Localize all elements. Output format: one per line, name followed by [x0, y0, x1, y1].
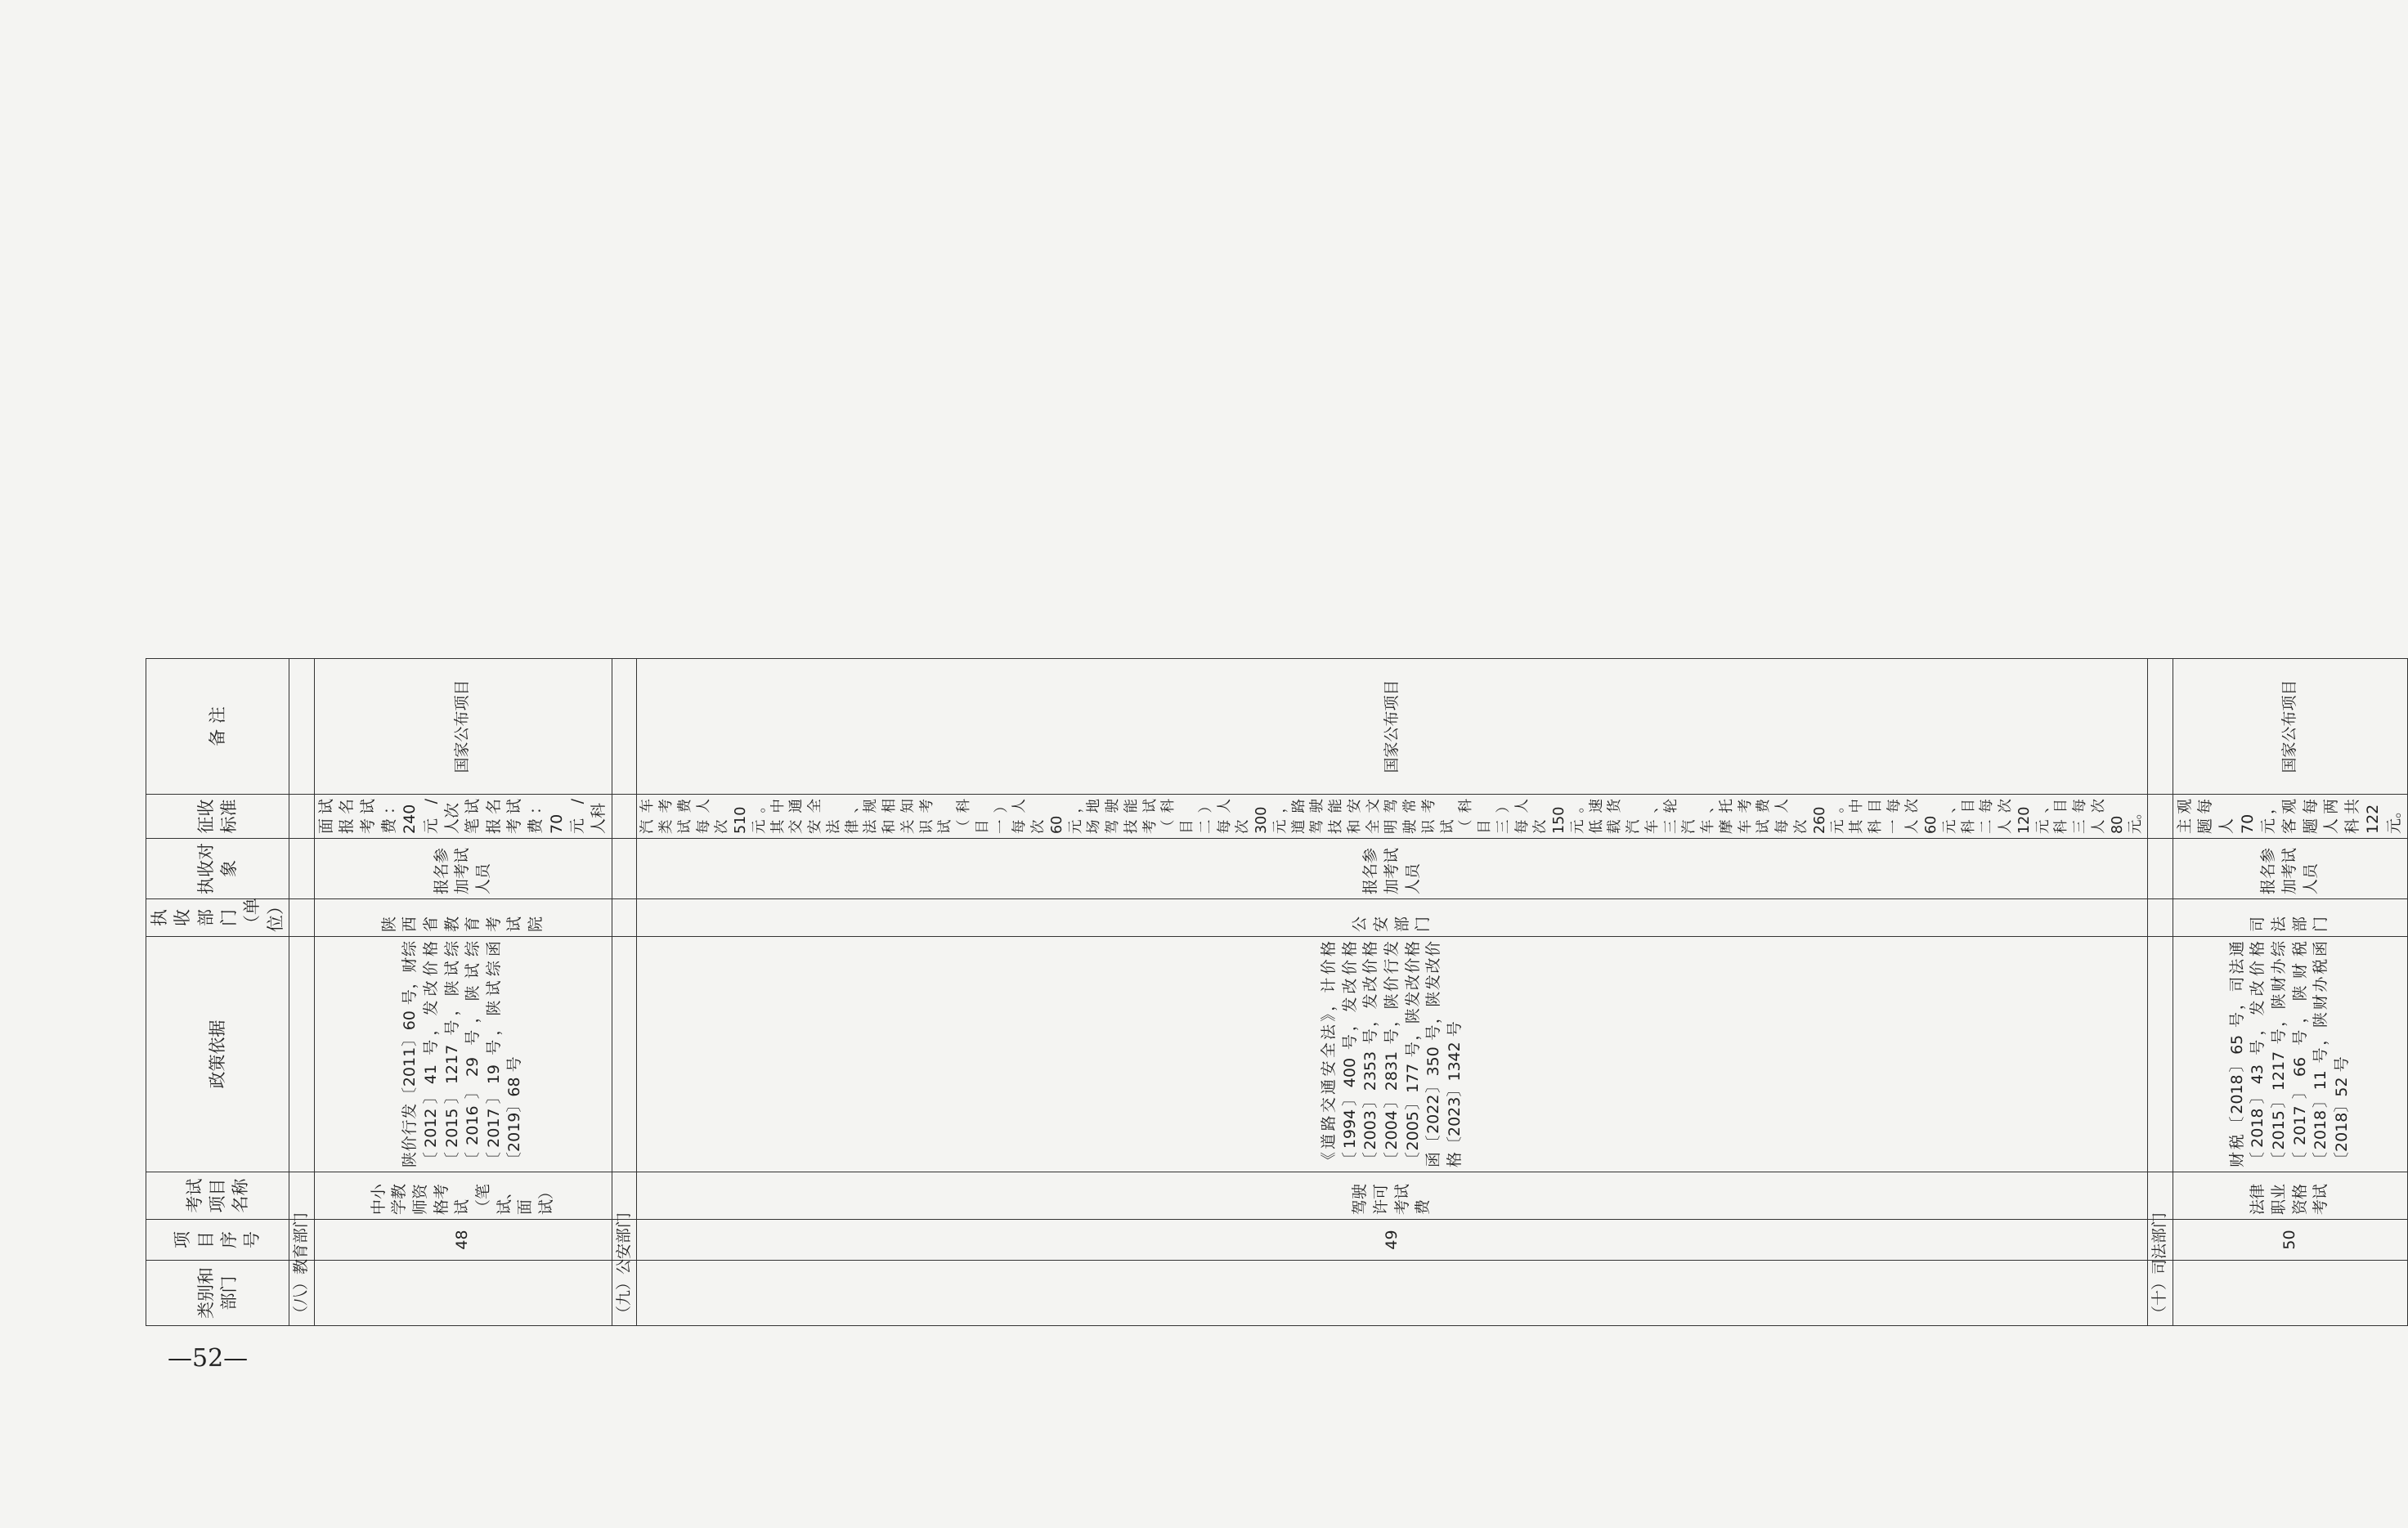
header-row: [146, 181, 289, 1326]
category-public-security: （九）公安部门: [612, 1261, 637, 1326]
fee-payer: 报名参加考试人员: [637, 839, 2148, 899]
fee-payer: 报名参加考试人员: [314, 839, 612, 899]
category-education: （八）教育部门: [289, 1261, 315, 1326]
page-number: —52—: [168, 1344, 249, 1373]
collecting-department: 公安部门: [637, 899, 2148, 937]
remark: 国家公布项目: [314, 659, 612, 795]
header-payer: 执收对象: [146, 839, 289, 899]
collecting-department: 司法部门: [2173, 899, 2407, 937]
header-remark: 备 注: [146, 659, 289, 795]
remark: 国家公布项目: [2173, 659, 2407, 795]
fee-standard: 主观题每人 70 元，客观题每人两科共 122 元。: [2173, 795, 2407, 839]
item-row-48: [314, 181, 612, 1326]
policy-basis: 财税〔2018〕65 号，司法通〔2018〕43 号，发改价格〔2015〕1217 号，陕财办综〔2017〕66 号，陕财税〔2018〕11 号，陕财办税函〔2018〕52 号: [2173, 937, 2407, 1172]
category-row-justice: [2148, 181, 2173, 1326]
header-department: 执收部门（单位）: [146, 899, 289, 937]
header-category: 类别和部门: [146, 1261, 289, 1326]
item-no: 49: [637, 1220, 2148, 1261]
category-row-public-security: [612, 181, 637, 1326]
header-standard: 征收标准: [146, 795, 289, 839]
category-justice: （十）司法部门: [2148, 1261, 2173, 1326]
header-item-no: 项目序号: [146, 1220, 289, 1261]
item-no: 48: [314, 1220, 612, 1261]
item-no: 50: [2173, 1220, 2407, 1261]
fee-standard: 面试报名考试费：240 元/人次 笔试报名考试费：70 元/人科: [314, 795, 612, 839]
item-row-50: [2173, 181, 2407, 1326]
header-policy: 政策依据: [146, 937, 289, 1172]
fee-standard: 汽车类考试费每人次 510 元。其中交通安全法律、法规和相关知识考试（科目一）每人次 60 元，场地驾驶技能考试（科目二）每人次 300 元，道路驾驶技能和安全文明驾驶常识考试（科目三）每人次 150 元。低速载货汽车、三轮汽车、摩托车考试费每人次 260 元。其中科目一每人次 60 元、科目二每人次 120 元、科目三每人次 80 元。: [637, 795, 2148, 839]
category-row-education: [289, 181, 315, 1326]
fee-payer: 报名参加考试人员: [2173, 839, 2407, 899]
exam-name: 中小学教师资格考试（笔试、面试）: [314, 1172, 612, 1220]
item-row-49: [637, 181, 2148, 1326]
header-exam-name: 考试项目名称: [146, 1172, 289, 1220]
exam-fee-table: [146, 181, 2408, 1326]
exam-name: 法律职业资格考试: [2173, 1172, 2407, 1220]
policy-basis: 《道路交通安全法》，计价格〔1994〕400 号，发改价格〔2003〕2353 号，发改价格〔2004〕2831 号，陕价行发〔2005〕177 号，陕发改价格函〔2022〕350 号，陕发改价格〔2023〕1342 号: [637, 937, 2148, 1172]
remark: 国家公布项目: [637, 659, 2148, 795]
exam-name: 驾驶许可考试费: [637, 1172, 2148, 1220]
collecting-department: 陕西省教育考试院: [314, 899, 612, 937]
policy-basis: 陕价行发〔2011〕60 号，财综〔2012〕41 号，发改价格〔2015〕1217 号，陕试综〔2016〕29 号，陕试综〔2017〕19 号，陕试综函〔2019〕68 号: [314, 937, 612, 1172]
rotated-table-wrapper: [146, 181, 2404, 1326]
